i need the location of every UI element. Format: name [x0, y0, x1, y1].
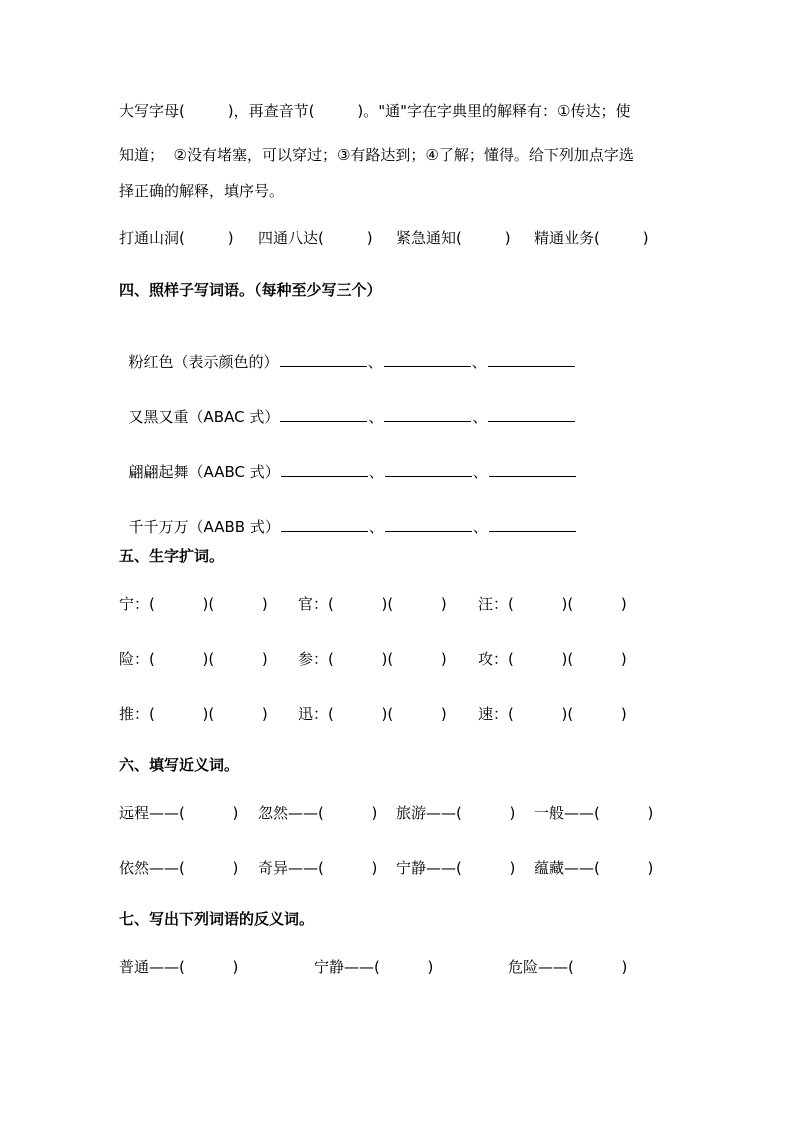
answer-blank[interactable]: [385, 463, 472, 477]
pattern-row: [119, 494, 577, 536]
answer-blank[interactable]: [489, 463, 576, 477]
answer-blank[interactable]: [489, 518, 576, 532]
antonym-item: 普通——( ): [119, 958, 239, 976]
intro-line-1: 大写字母( )，再查音节( )。"通"字在字典里的解释有：①传达；使: [119, 102, 631, 120]
synonym-item: 宁静——( ): [396, 859, 516, 877]
char-item: 迅：( )( ): [298, 705, 447, 723]
char-item: 攻：( )( ): [478, 650, 627, 668]
synonym-item: 一般——( ): [534, 804, 654, 822]
answer-blank[interactable]: [385, 518, 472, 532]
char-item: 速：( )( ): [478, 705, 627, 723]
synonym-item: 旅游——( ): [396, 804, 516, 822]
separator: 、: [368, 463, 384, 481]
separator: 、: [472, 408, 488, 426]
answer-blank[interactable]: [488, 408, 575, 422]
choice-item: 四通八达( ): [258, 229, 373, 247]
synonym-item: 奇异——( ): [258, 859, 378, 877]
answer-blank[interactable]: [281, 463, 368, 477]
antonym-item: 宁静——( ): [314, 958, 434, 976]
separator: 、: [368, 518, 384, 536]
pattern-row: [119, 384, 576, 426]
answer-blank[interactable]: [384, 408, 471, 422]
answer-blank[interactable]: [281, 518, 368, 532]
char-item: 推：( )( ): [119, 705, 268, 723]
char-item: 参：( )( ): [298, 650, 447, 668]
answer-blank[interactable]: [280, 408, 367, 422]
antonym-item: 危险——( ): [508, 958, 628, 976]
section-heading: 七、写出下列词语的反义词。: [119, 910, 315, 928]
choice-item: 精通业务( ): [534, 229, 649, 247]
intro-line-3: 择正确的解释，填序号。: [119, 182, 285, 200]
pattern-prompt: 粉红色（表示颜色的）: [128, 353, 279, 371]
separator: 、: [471, 353, 487, 371]
separator: 、: [367, 353, 383, 371]
pattern-row: [119, 439, 577, 481]
pattern-row: [119, 329, 576, 371]
char-item: 险：( )( ): [119, 650, 268, 668]
pattern-prompt: 千千万万（AABB 式）: [128, 518, 280, 536]
separator: 、: [472, 463, 488, 481]
char-item: 宁：( )( ): [119, 595, 268, 613]
pattern-prompt: 又黑又重（ABAC 式）: [128, 408, 280, 426]
section-heading: 四、照样子写词语。（每种至少写三个）: [119, 281, 382, 299]
char-item: 汪：( )( ): [478, 595, 627, 613]
synonym-item: 忽然——( ): [258, 804, 378, 822]
choice-item: 打通山洞( ): [119, 229, 234, 247]
answer-blank[interactable]: [384, 353, 471, 367]
pattern-prompt: 翩翩起舞（AABC 式）: [128, 463, 280, 481]
answer-blank[interactable]: [280, 353, 367, 367]
intro-line-2: 知道； ②没有堵塞，可以穿过；③有路达到；④了解；懂得。给下列加点字选: [119, 146, 634, 164]
char-item: 官：( )( ): [298, 595, 447, 613]
answer-blank[interactable]: [488, 353, 575, 367]
synonym-item: 依然——( ): [119, 859, 239, 877]
section-heading: 六、填写近义词。: [119, 756, 240, 774]
separator: 、: [472, 518, 488, 536]
choice-item: 紧急通知( ): [396, 229, 511, 247]
section-heading: 五、生字扩词。: [119, 547, 225, 565]
synonym-item: 蕴藏——( ): [534, 859, 654, 877]
separator: 、: [368, 408, 384, 426]
synonym-item: 远程——( ): [119, 804, 239, 822]
